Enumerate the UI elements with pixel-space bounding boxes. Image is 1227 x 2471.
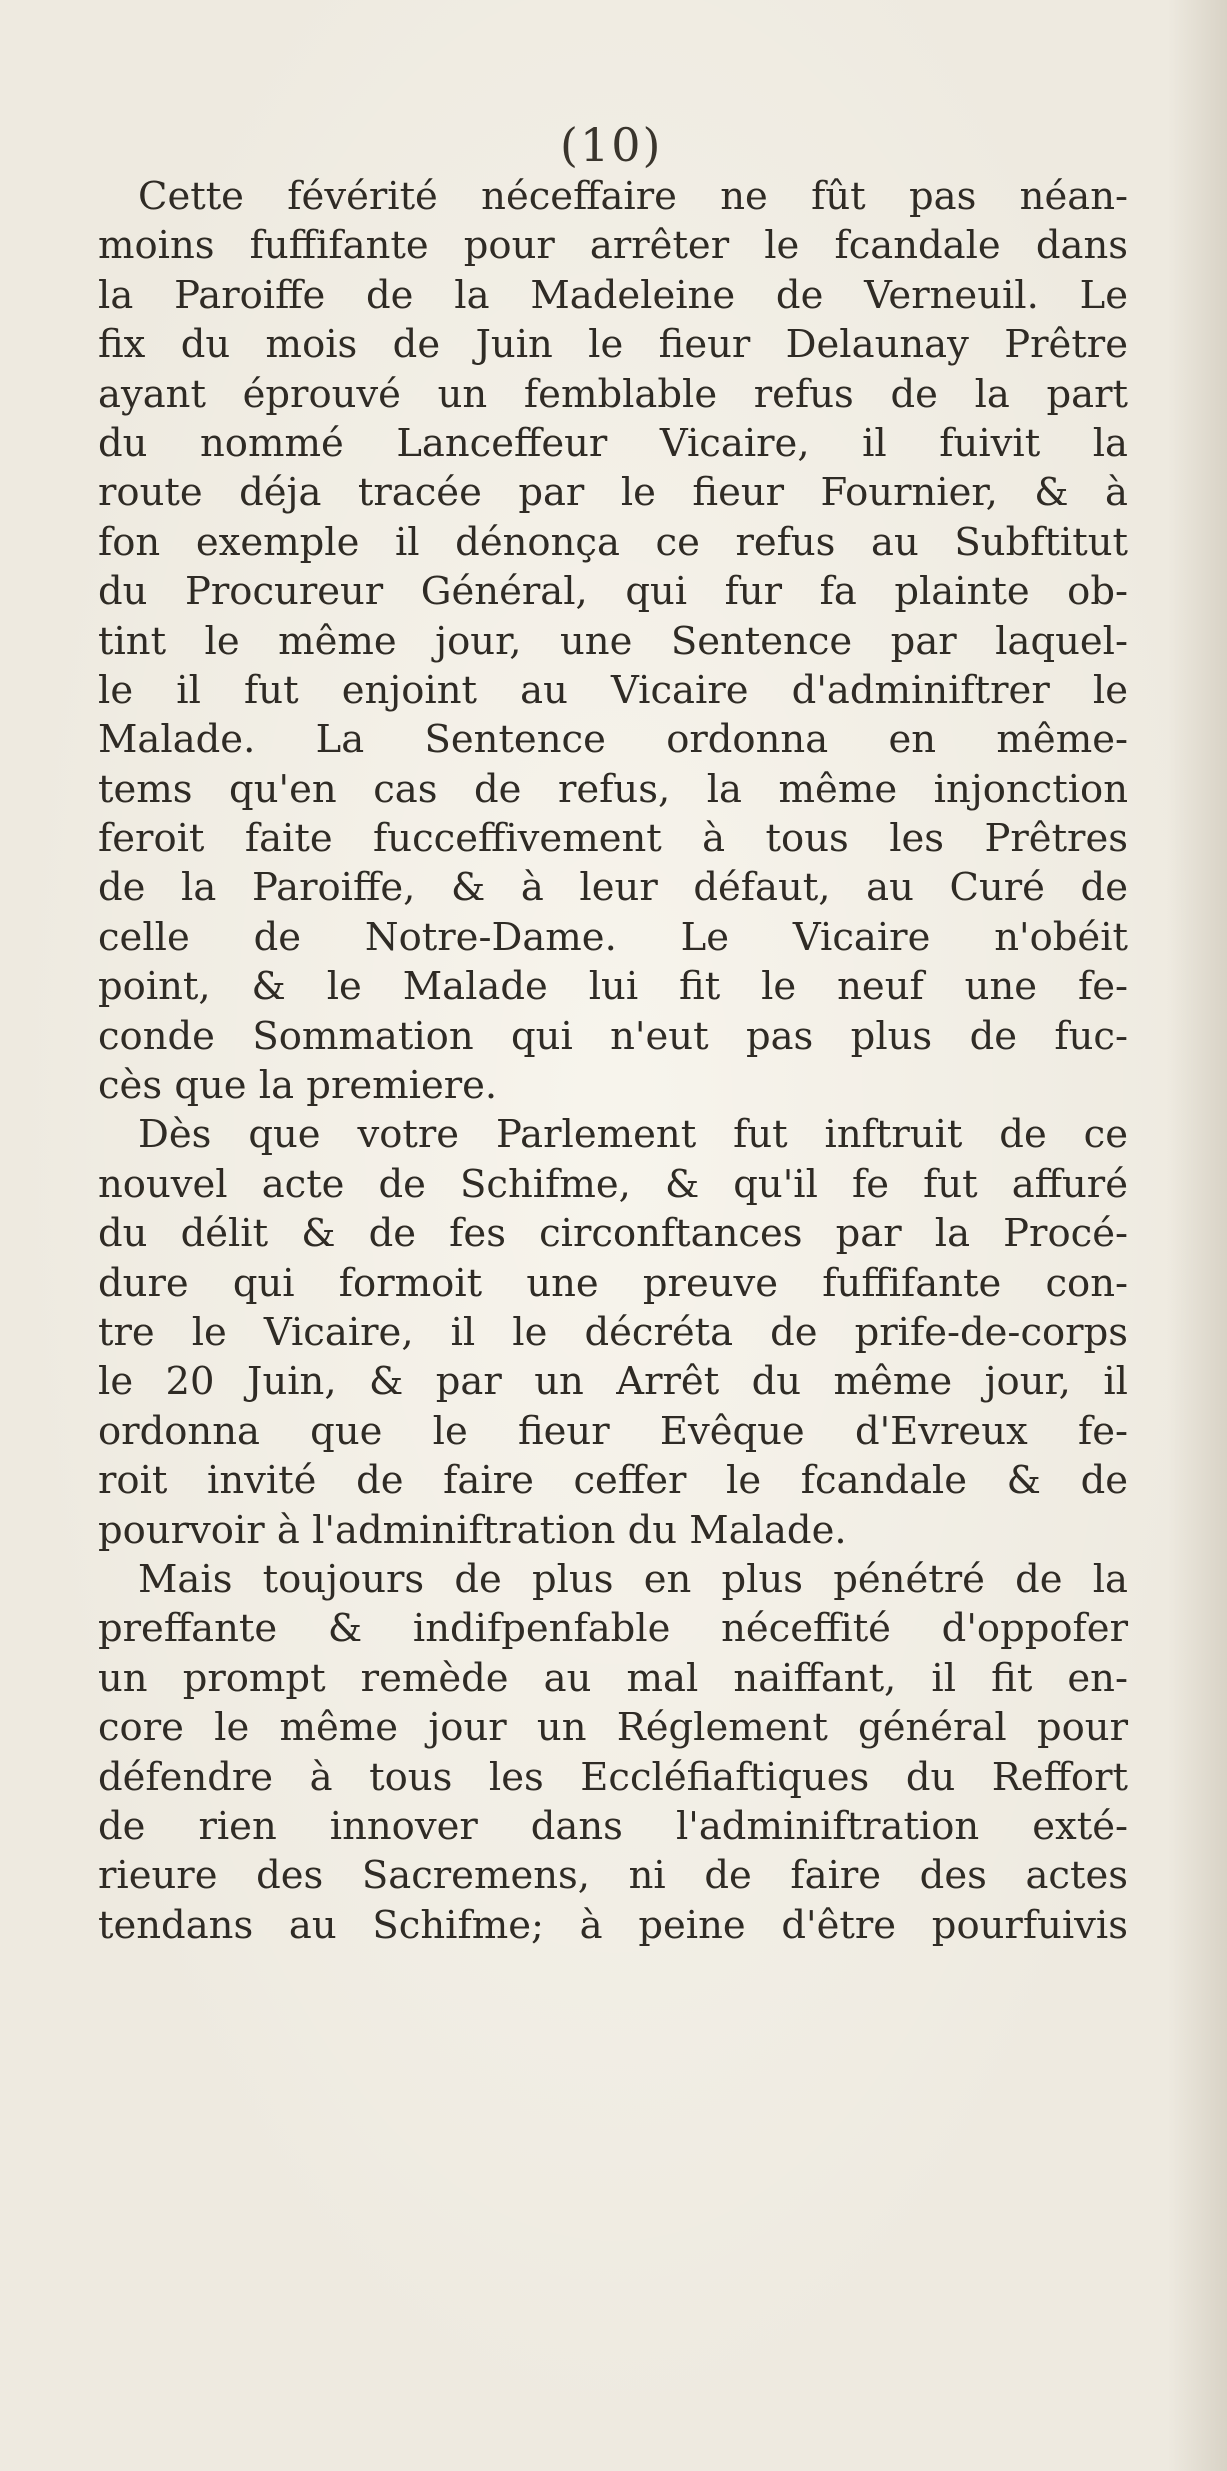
text-line: tre le Vicaire, il le décréta de prife-de-corps (98, 1309, 1128, 1355)
text-line: nouvel acte de Schifme, & qu'il fe fut affuré (98, 1161, 1128, 1207)
text-line: ordonna que le fieur Evêque d'Evreux fe- (98, 1408, 1128, 1454)
text-line: de la Paroiffe, & à leur défaut, au Curé de (98, 865, 1128, 911)
text-line: le il fut enjoint au Vicaire d'adminiftrer le (98, 667, 1128, 713)
text-line: un prompt remède au mal naiffant, il fit en- (98, 1655, 1128, 1701)
text-line: tems qu'en cas de refus, la même injonction (98, 766, 1128, 812)
body-text (98, 172, 1128, 1950)
text-line: core le même jour un Réglement général pour (98, 1705, 1128, 1751)
text-line: point, & le Malade lui fit le neuf une fe- (98, 964, 1128, 1010)
text-line: le 20 Juin, & par un Arrêt du même jour, il (98, 1359, 1128, 1405)
text-line: Cette févérité néceffaire ne fût pas néan- (138, 174, 1128, 219)
text-line: Mais toujours de plus en plus pénétré de la (138, 1556, 1128, 1602)
text-line: preffante & indifpenfable néceffité d'oppofer (98, 1606, 1128, 1652)
text-line: fon exemple il dénonça ce refus au Subftitut (98, 519, 1128, 565)
text-line: conde Sommation qui n'eut pas plus de fuc- (98, 1013, 1128, 1059)
page-number: (10) (560, 118, 663, 172)
text-line: du nommé Lanceffeur Vicaire, il fuivit la (98, 420, 1128, 466)
text-line: ayant éprouvé un femblable refus de la part (98, 371, 1128, 417)
text-line: défendre à tous les Eccléfiaftiques du Reffort (98, 1754, 1128, 1800)
text-line: cès que la premiere. (98, 1063, 498, 1109)
text-line: route déja tracée par le fieur Fournier, & à (98, 470, 1128, 516)
text-line: fix du mois de Juin le fieur Delaunay Prêtre (98, 322, 1128, 368)
text-line: tint le même jour, une Sentence par laquel- (98, 618, 1128, 664)
text-line: roit invité de faire ceffer le fcandale & de (98, 1458, 1128, 1504)
text-line: rieure des Sacremens, ni de faire des actes (98, 1853, 1128, 1899)
text-line: Dès que votre Parlement fut inftruit de ce (138, 1112, 1128, 1158)
text-line: tendans au Schifme; à peine d'être pourfuivis (98, 1902, 1128, 1948)
text-line: feroit faite fucceffivement à tous les Prêtres (98, 816, 1128, 862)
text-line: Malade. La Sentence ordonna en même- (98, 717, 1128, 763)
page-gutter-shadow (1167, 0, 1227, 2471)
text-line: du Procureur Général, qui fur fa plainte ob- (98, 569, 1128, 615)
text-line: moins fuffifante pour arrêter le fcandale dans (98, 223, 1128, 269)
text-line: la Paroiffe de la Madeleine de Verneuil. Le (98, 272, 1128, 318)
text-line: dure qui formoit une preuve fuffifante con- (98, 1260, 1128, 1306)
text-line: pourvoir à l'adminiftration du Malade. (98, 1507, 847, 1553)
text-line: de rien innover dans l'adminiftration exté- (98, 1803, 1128, 1849)
text-line: du délit & de fes circonftances par la Procé- (98, 1211, 1128, 1257)
text-line: celle de Notre-Dame. Le Vicaire n'obéit (98, 914, 1128, 960)
